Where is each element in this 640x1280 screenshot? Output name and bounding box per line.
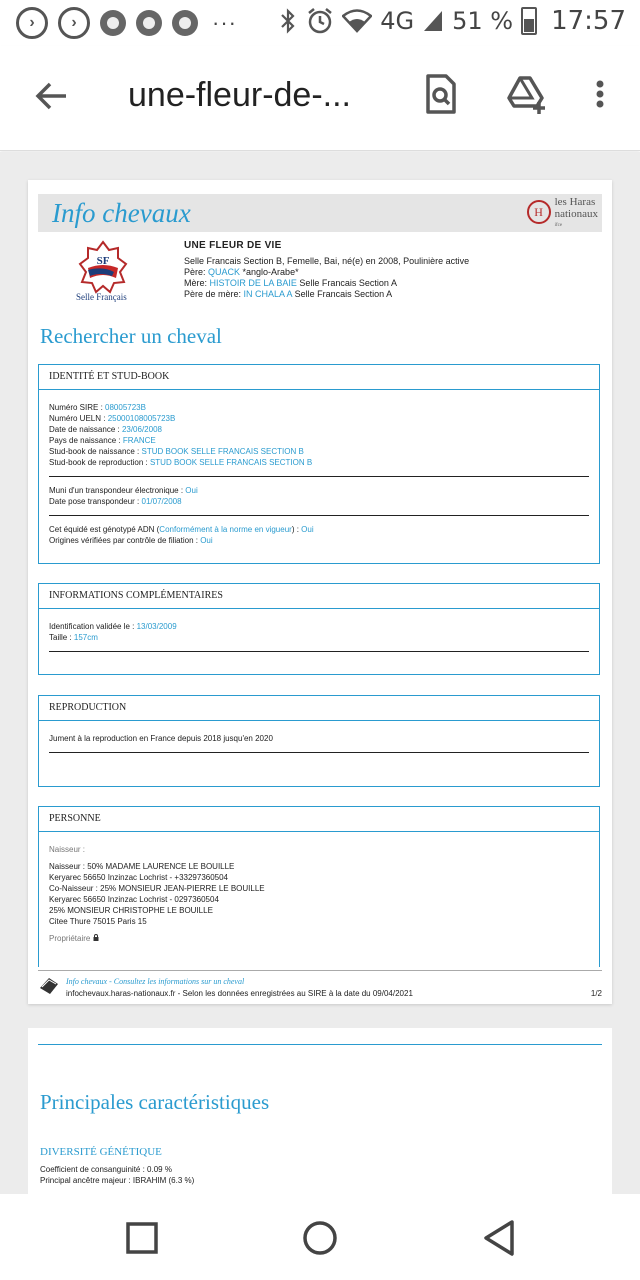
sire-number-value: 08005723B [105,403,146,412]
lock-icon [93,934,99,941]
birth-studbook-value: STUD BOOK SELLE FRANCAIS SECTION B [141,447,304,456]
clock: 17:57 [551,6,626,36]
haras-line-1: les Haras [554,196,596,208]
dna-value: Oui [301,525,314,534]
transponder-value: Oui [185,486,198,495]
status-bar [0,0,640,46]
chrome-icon-1 [100,10,126,36]
main-characteristics-title: Principales caractéristiques [40,1090,270,1114]
height-row [49,632,589,643]
bluetooth-icon [278,8,298,34]
owner-label: Propriétaire [49,934,91,943]
dna-sep: ) : [291,525,302,534]
ueln-label: Numéro UELN : [49,414,108,423]
dna-row [49,524,589,535]
identity-heading: IDENTITÉ ET STUD-BOOK [39,365,599,390]
notification-icon-2: › [58,7,90,39]
identification-date-row [49,621,589,632]
page-2-top-rule [38,1044,602,1045]
page-number: 1/2 [590,989,602,998]
transponder-date-label: Date pose transpondeur : [49,497,142,506]
alarm-icon [306,7,334,35]
sire-link[interactable]: QUACK [208,267,241,277]
dna-norm-link[interactable]: Conformément à la norme en vigueur [159,525,292,534]
filiation-row [49,535,589,546]
back-icon[interactable] [478,1216,522,1260]
search-horse-link[interactable]: Rechercher un cheval [40,324,222,348]
sire-breed: *anglo-Arabe* [240,267,299,277]
divider [49,752,589,753]
dam-sire-breed: Selle Francais Section A [292,289,393,299]
sire-number-row [49,402,589,413]
divider [49,651,589,652]
sf-caption: Selle Français [76,292,127,302]
filiation-value: Oui [200,536,213,545]
back-arrow-icon[interactable] [32,76,72,116]
more-options-icon[interactable] [590,72,610,116]
birth-date-value: 23/06/2008 [121,425,162,434]
filiation-label: Origines vérifiées par contrôle de filiation : [49,536,201,545]
battery-percent: 51 % [452,7,514,35]
haras-emblem-icon: H [527,200,551,224]
repro-studbook-row [49,457,589,468]
dna-label: Cet équidé est génotypé ADN ( [49,525,160,534]
sf-badge-text: SF [96,255,110,267]
wifi-icon [342,9,372,33]
genetic-diversity-heading: DIVERSITÉ GÉNÉTIQUE [40,1146,162,1158]
network-type: 4G [380,7,415,35]
breeder-line-2: Keryarec 56650 Inzinzac Lochrist - +33297360504 [49,873,229,882]
signal-icon [422,9,444,33]
breeder-line-5: 25% MONSIEUR CHRISTOPHE LE BOUILLE [49,906,213,915]
complementary-section [38,583,600,675]
transponder-row [49,485,589,496]
identification-date-label: Identification validée le : [49,622,137,631]
transponder-date-row [49,496,589,507]
divider [49,476,589,477]
pdf-page-1 [28,180,612,1004]
more-notifications-icon: ··· [212,10,237,35]
breeder-line-3: Co-Naisseur : 25% MONSIEUR JEAN-PIERRE LE BOUILLE [49,884,265,893]
dam-sire-link[interactable]: IN CHALA A [243,289,293,299]
chrome-icon-2 [136,10,162,36]
dam-line [184,278,469,289]
breeder-line-6: Citee Thure 75015 Paris 15 [49,917,147,926]
dam-sire-line [184,289,469,300]
home-icon[interactable] [298,1216,342,1260]
haras-sub: ifce [554,223,563,228]
add-to-drive-icon[interactable] [506,72,550,116]
height-label: Taille : [49,633,74,642]
footer-divider [38,970,602,971]
complementary-heading: INFORMATIONS COMPLÉMENTAIRES [39,584,599,609]
transponder-date-value: 01/07/2008 [141,497,182,506]
breeder-line-1: Naisseur : 50% MADAME LAURENCE LE BOUILLE [49,862,235,871]
sire-label: Père: [184,267,209,277]
horse-name: UNE FLEUR DE VIE [184,240,282,251]
birth-studbook-row [49,446,589,457]
footer-source: infochevaux.haras-nationaux.fr - Selon les données enregistrées au SIRE à la date du 09/04/2021 [66,989,413,998]
birth-country-value: FRANCE [122,436,156,445]
info-chevaux-title: Info chevaux [52,198,191,228]
dam-sire-label: Père de mère: [184,289,244,299]
battery-icon [521,7,537,35]
transponder-label: Muni d'un transpondeur électronique : [49,486,186,495]
horse-description: Selle Francais Section B, Femelle, Bai, né(e) en 2008, Poulinière active [184,256,470,266]
identity-section [38,364,600,564]
sire-line [184,267,469,278]
dam-breed: Selle Francais Section A [296,278,397,288]
reproduction-text: Jument à la reproduction en France depuis 2018 jusqu'en 2020 [49,734,273,743]
footer-title: Info chevaux - Consultez les informations sur un cheval [66,977,245,986]
haras-line-2: nationaux [554,208,598,220]
info-chevaux-footer-icon [38,974,60,996]
repro-studbook-value: STUD BOOK SELLE FRANCAIS SECTION B [149,458,313,467]
info-chevaux-header [38,194,602,232]
chrome-icon-3 [172,10,198,36]
system-navigation-bar [0,1194,640,1280]
pdf-page-2 [28,1028,612,1194]
repro-studbook-label: Stud-book de reproduction : [49,458,150,467]
major-ancestor: Principal ancêtre majeur : IBRAHIM (6.3 %) [40,1176,195,1185]
haras-nationaux-logo [527,196,598,232]
reproduction-section [38,695,600,787]
birth-country-row [49,435,589,446]
ueln-row [49,413,589,424]
breeder-line-4: Keryarec 56650 Inzinzac Lochrist - 0297360504 [49,895,219,904]
owner-row [49,933,589,944]
pdf-viewer-toolbar [0,46,640,151]
reproduction-heading: REPRODUCTION [39,696,599,721]
search-document-icon[interactable] [420,72,460,116]
inbreeding-coefficient: Coefficient de consanguinité : 0.09 % [40,1165,172,1174]
selle-francais-logo [78,240,128,300]
ueln-value: 25000108005723B [107,414,176,423]
dam-link[interactable]: HISTOIR DE LA BAIE [209,278,297,288]
dam-label: Mère: [184,278,210,288]
breeder-label: Naisseur : [49,845,86,854]
height-value: 157cm [73,633,98,642]
birth-studbook-label: Stud-book de naissance : [49,447,142,456]
sire-number-label: Numéro SIRE : [49,403,106,412]
divider [49,515,589,516]
person-section [38,806,600,967]
person-heading: PERSONNE [39,807,599,832]
birth-date-row [49,424,589,435]
recent-apps-icon[interactable] [120,1216,164,1260]
identification-date-value: 13/03/2009 [136,622,177,631]
document-title: une-fleur-de-... [128,76,351,114]
horse-summary [184,240,469,300]
birth-country-label: Pays de naissance : [49,436,123,445]
birth-date-label: Date de naissance : [49,425,122,434]
notification-icon-1: › [16,7,48,39]
